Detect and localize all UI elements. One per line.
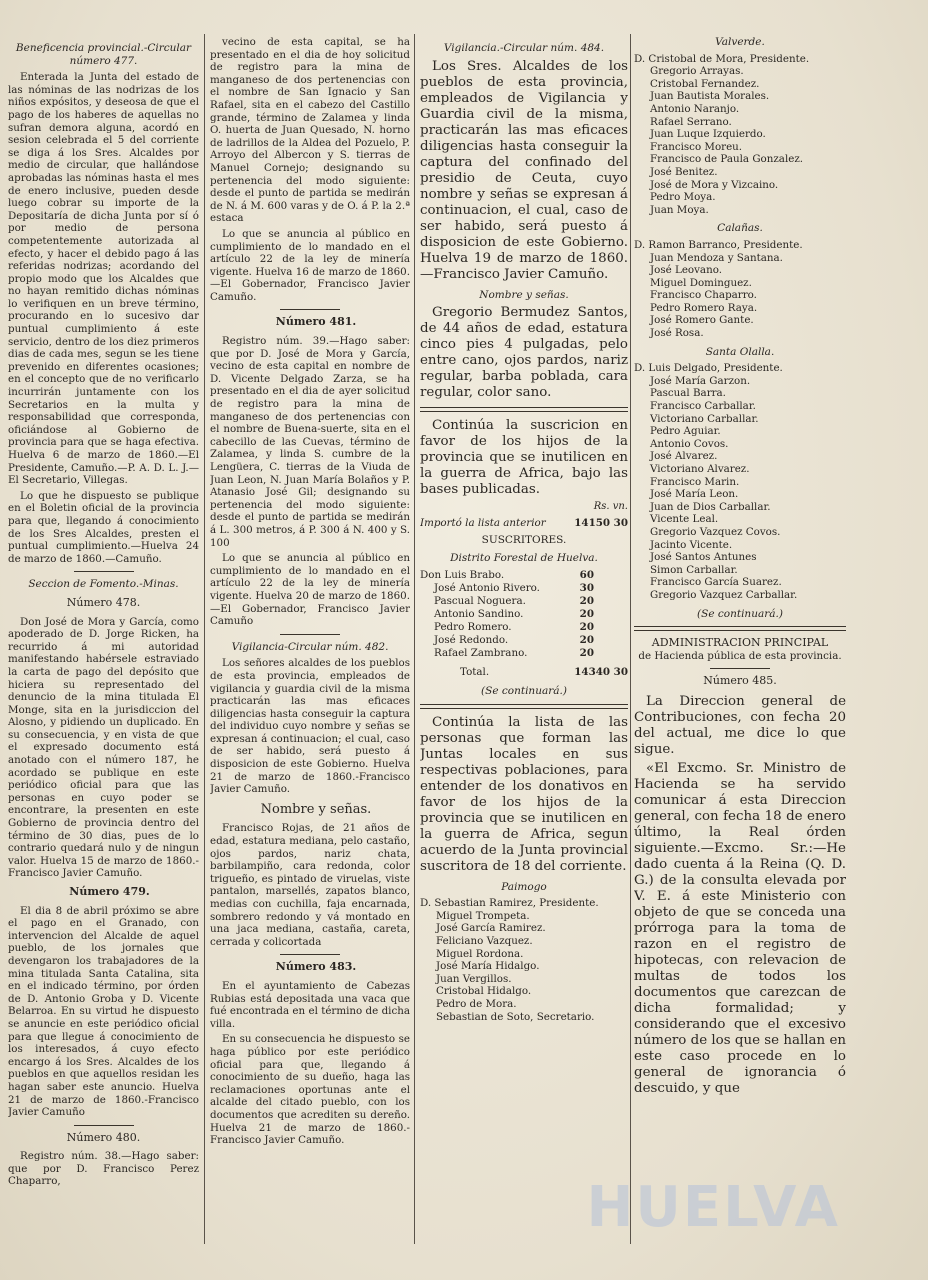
committee-member: Gregorio Vazquez Carballar. (650, 588, 798, 601)
committee-member: José María Leon. (650, 488, 739, 501)
section-heading: Vigilancia.-Circular núm. 484. (443, 42, 605, 54)
committee-member: D. Ramon Barranco, Presidente. (634, 238, 803, 251)
committee-member: Simon Carballar. (650, 563, 738, 576)
committee-member: José Romero Gante. (650, 314, 754, 327)
admin-subheading: de Hacienda pública de esta provincia. (638, 649, 842, 662)
committee-list (634, 53, 846, 217)
column-rule (204, 34, 205, 1244)
committee-member: Pedro Romero Raya. (650, 301, 758, 314)
donation-amount: 20 (579, 633, 594, 646)
section-heading: Beneficencia provincial.-Circular número 477. (15, 42, 192, 67)
committee-member: D. Cristobal de Mora, Presidente. (634, 52, 810, 65)
donation-row (420, 647, 628, 660)
committee-member: Jacinto Vicente. (650, 538, 733, 551)
committee-member: Gregorio Arrayas. (650, 65, 744, 78)
donation-amount: 20 (579, 607, 594, 620)
committee-member: Sebastian de Soto, Secretario. (436, 1010, 595, 1023)
donation-row (420, 634, 628, 647)
paragraph: La Direccion general de Contribuciones, con fecha 20 del actual, me dice lo que sigue. (634, 693, 846, 757)
column-1 (8, 36, 199, 1191)
district-heading: Distrito Forestal de Huelva. (450, 552, 598, 565)
paragraph: En su consecuencia he dispuesto se haga público por este periódico oficial para que, llegando á conocimiento de su dueño, haga las reclamaciones oportunas ante el alcalde del citado pueblo, con los documentos que acrediten su dereño. Huelva 21 de marzo de 1860.-Francisco Javier Camuño. (210, 1033, 410, 1147)
committee-list (634, 239, 846, 340)
committee-member: José Alvarez. (650, 450, 718, 463)
committee-member: Francisco de Paula Gonzalez. (650, 153, 804, 166)
continued-note: (Se continuará.) (697, 607, 783, 620)
committee-member: Juan Luque Izquierdo. (650, 128, 766, 141)
committee-member: D. Luis Delgado, Presidente. (634, 362, 783, 375)
notice-number: Número 483. (275, 960, 357, 974)
donation-row (420, 595, 628, 608)
currency-label: Rs. vn. (593, 501, 628, 513)
paragraph: Enterada la Junta del estado de las nóminas de las nodrizas de los niños expósitos, y deseosa de que el pago de los haberes de aquellas no sufran demora alguna, acordó en sesion celebrada el 5 del corriente se diga á los Sres. Alcaldes por medio de circular, que hallándose aprobadas las nóminas hasta el mes de enero inclusive, pueden desde luego cobrar su importe de la Depositaría de dicha Junta por sí ó por medio de persona competentemente autorizada al efecto, y hacer el debido pago á las referidas nodrizas; acordando del propio modo que los Alcaldes que no hayan remitido dichas nóminas lo verifiquen en un breve término, procurando en lo sucesivo dar puntual cumplimiento á este servicio, dentro de los diez primeros dias de cada mes, segun se les tiene prevenido en diferentes ocasiones; en el concepto que de no verificarlo incurrirán juntamente con los Secretarios en la multa y responsabilidad que corresponda, oficiándose al Gobierno de provincia para que se haga efectiva. Huelva 6 de marzo de 1860.—El Presidente, Camuño.—P. A. D. L. J.—El Secretario, Villegas. (8, 71, 199, 487)
column-rule (630, 34, 631, 1244)
committee-list (420, 897, 628, 1023)
committee-member: Antonio Naranjo. (650, 102, 740, 115)
separator (280, 309, 340, 310)
column-4 (634, 36, 846, 1100)
separator (710, 668, 770, 669)
committee-member: José Santos Antunes (650, 551, 757, 564)
continued-note: (Se continuará.) (481, 684, 567, 697)
notice-number: Número 480. (66, 1130, 141, 1144)
town-heading: Calañas. (717, 222, 763, 235)
paragraph: «El Excmo. Sr. Ministro de Hacienda se ha servido comunicar á esta Direccion general, con fecha 18 de enero último, la Real órden siguiente.—Excmo. Sr.:—He dado cuenta á la Reina (Q. D. G.) de la consulta elevada por V. E. á este Ministerio con objeto de que se conceda una prórroga para la toma de razon en el registro de hipotecas, con relevacion de multas de todos los documentos que carezcan de dicha formalidad; y considerando que el excesivo número de los que se hallan en este caso procede en lo general de ignorancia ó descuido, y que (634, 760, 846, 1096)
subheading: Nombre y señas. (260, 801, 372, 817)
donor-name: Pascual Noguera. (434, 594, 526, 607)
paragraph: En el ayuntamiento de Cabezas Rubias está depositada una vaca que fué encontrada en el término de dicha villa. (210, 979, 410, 1030)
donor-name: José Redondo. (434, 633, 509, 646)
total-label: Total. (460, 665, 490, 678)
committee-member: Pedro de Mora. (436, 997, 517, 1010)
town-heading: Santa Olalla. (705, 345, 775, 358)
committee-member: D. Sebastian Ramirez, Presidente. (420, 897, 599, 910)
notice-number: Número 485. (703, 674, 777, 688)
committee-list (634, 362, 846, 601)
separator (280, 954, 340, 955)
donation-amount: 30 (579, 581, 594, 594)
paragraph: Gregorio Bermudez Santos, de 44 años de edad, estatura cinco pies 4 pulgadas, pelo entre cano, ojos pardos, nariz regular, barba poblada, cara regular, color sano. (420, 305, 628, 401)
column-3 (420, 36, 628, 1027)
committee-member: Victoriano Carballar. (650, 412, 759, 425)
paragraph: Registro núm. 38.—Hago saber: que por D. Francisco Perez Chaparro, (8, 1150, 199, 1188)
committee-member: Miguel Dominguez. (650, 276, 752, 289)
previous-total-label: Importó la lista anterior (420, 516, 546, 529)
admin-heading: ADMINISTRACION PRINCIPAL (651, 636, 829, 650)
total-row (420, 666, 628, 679)
donor-name: Rafael Zambrano. (434, 646, 528, 659)
paragraph: Continúa la suscricion en favor de los hijos de la provincia que se inutilicen en la guerra de Africa, bajo las bases publicadas. (420, 418, 628, 498)
previous-total-row (420, 517, 628, 530)
paragraph: vecino de esta capital, se ha presentado en el dia de hoy solicitud de registro para la mina de manganeso de dos pertenencias con el nombre de San Ignacio y San Rafael, sita en el cabezo del Castillo grande, término de Zalamea y linda O. huerta de Juan Quesado, N. horno de ladrillos de la Aldea del Pozuelo, P. Arroyo del Albercon y S. tierras de Manuel Cornejo; designando su pertenencia del modo siguiente: desde el punto de partida se medirán de N. á M. 600 varas y de O. á P. la 2.ª estaca (210, 36, 410, 225)
committee-member: Francisco García Suarez. (650, 576, 782, 589)
committee-member: Juan de Dios Carballar. (650, 500, 771, 513)
donor-name: Don Luis Brabo. (420, 568, 505, 581)
committee-member: José Rosa. (650, 327, 704, 340)
column-2 (210, 36, 410, 1150)
double-rule (420, 407, 628, 412)
committee-member: José María Garzon. (650, 374, 751, 387)
town-heading: Paimogo (501, 880, 547, 893)
committee-member: Gregorio Vazquez Covos. (650, 525, 781, 538)
committee-member: Juan Bautista Morales. (650, 90, 770, 103)
donation-amount: 20 (579, 594, 594, 607)
section-heading: Seccion de Fomento.-Minas. (28, 578, 179, 591)
separator (74, 1125, 134, 1126)
subheading: Nombre y señas. (479, 288, 569, 301)
section-heading: Vigilancia-Circular núm. 482. (231, 640, 389, 653)
total-value: 14340 30 (574, 665, 628, 678)
donation-row (420, 582, 628, 595)
committee-member: Pascual Barra. (650, 387, 726, 400)
committee-member: José María Hidalgo. (436, 960, 540, 973)
donation-amount: 60 (579, 568, 594, 581)
donation-row (420, 621, 628, 634)
subscribers-heading: SUSCRITORES. (481, 533, 567, 546)
committee-member: Cristobal Fernandez. (650, 77, 760, 90)
committee-member: Francisco Carballar. (650, 400, 756, 413)
paragraph: El dia 8 de abril próximo se abre el pago en el Granado, con intervencion del Alcalde de aquel pueblo, de los jornales que devengaron los trabajadores de la mina titulada Santa Catalina, sita en el indicado término, por órden de D. Antonio Groba y D. Vicente Belarroa. En su virtud he dispuesto se anuncie en este periódico oficial para que llegue á conocimiento de los interesados, á cuyo efecto encargo á los Sres. Alcaldes de los pueblos en que aquellos residan les hagan saber este anuncio. Huelva 21 de marzo de 1860.-Francisco Javier Camuño (8, 904, 199, 1119)
double-rule (634, 626, 846, 631)
paragraph: Continúa la lista de las personas que forman las Juntas locales en sus respectivas poblaciones, para entender de los donativos en favor de los hijos de la provincia que se inutilicen en la guerra de Africa, segun acuerdo de la Junta provincial suscritora de 18 del corriente. (420, 714, 628, 874)
committee-member: José García Ramirez. (436, 922, 546, 935)
donation-list (420, 569, 628, 660)
notice-number: Número 478. (66, 595, 141, 609)
notice-number: Número 481. (275, 315, 357, 329)
donation-row (420, 608, 628, 621)
committee-member: Rafael Serrano. (650, 115, 732, 128)
paragraph: Lo que se anuncia al público en cumplimiento de lo mandado en el artículo 22 de la ley de minería vigente. Huelva 20 de marzo de 1860. —El Gobernador, Francisco Javier Camuño (210, 552, 410, 628)
committee-member: Francisco Chaparro. (650, 289, 757, 302)
committee-member: Cristobal Hidalgo. (436, 985, 532, 998)
committee-member: Miguel Rordona. (436, 947, 524, 960)
committee-member: José de Mora y Vizcaino. (650, 178, 779, 191)
donor-name: Antonio Sandino. (434, 607, 524, 620)
committee-member: Juan Vergillos. (436, 972, 512, 985)
double-rule (420, 704, 628, 709)
paragraph: Francisco Rojas, de 21 años de edad, estatura mediana, pelo castaño, ojos pardos, nariz chata, barbilampiño, cara redonda, color trigueño, es pintado de viruelas, viste pantalon, marsellés, zapatos blanco, medias con cuchilla, faja encarnada, sombrero redondo y vá montado en una jaca mediana, castaña, careta, cerrada y colicortada (210, 822, 410, 948)
committee-member: Vicente Leal. (650, 513, 719, 526)
committee-member: Juan Moya. (650, 203, 709, 216)
committee-member: Francisco Marin. (650, 475, 740, 488)
separator (280, 634, 340, 635)
paragraph: Los Sres. Alcaldes de los pueblos de esta provincia, empleados de Vigilancia y Guardia civil de la misma, practicarán las mas eficaces diligencias hasta conseguir la captura del confinado del presidio de Ceuta, cuyo nombre y señas se expresan á continuacion, el cual, caso de ser habido, será puesto á disposicion de este Gobierno. Huelva 19 de marzo de 1860. —Francisco Javier Camuño. (420, 58, 628, 282)
committee-member: Antonio Covos. (650, 437, 729, 450)
committee-member: Pedro Aguiar. (650, 425, 721, 438)
committee-member: Miguel Trompeta. (436, 909, 530, 922)
column-rule (414, 34, 415, 1244)
paragraph: Registro núm. 39.—Hago saber: que por D. José de Mora y García, vecino de esta capital en nombre de D. Vicente Delgado Zarza, se ha presentado en el dia de ayer solicitud de registro para la mina de manganeso de dos pertenencias con el nombre de Buena-suerte, sita en el cabecillo de las Cuevas, término de Zalamea, y linda S. cumbre de la Lengüera, C. tierras de la Viuda de Juan Leon, N. Juan María Bolaños y P. Atanasio José Gil; designando su pertenencia del modo siguiente: desde el punto de partida se medirán á L. 300 metros, á P. 300 á N. 400 y S. 100 (210, 335, 410, 549)
committee-member: José Benitez. (650, 165, 718, 178)
paragraph: Lo que se anuncia al público en cumplimiento de lo mandado en el artículo 22 de la ley de minería vigente. Huelva 16 de marzo de 1860. —El Gobernador, Francisco Javier Camuño. (210, 227, 410, 303)
committee-member: Victoriano Alvarez. (650, 463, 750, 475)
committee-member: Francisco Moreu. (650, 140, 743, 153)
donor-name: Pedro Romero. (434, 620, 512, 633)
town-heading: Valverde. (715, 36, 765, 48)
donation-amount: 20 (579, 646, 594, 659)
separator (74, 571, 134, 572)
notice-number: Número 479. (69, 885, 150, 898)
donor-name: José Antonio Rivero. (434, 581, 540, 594)
paragraph: Don José de Mora y García, como apoderado de D. Jorge Ricken, ha recurrido á mi autoridad manifestando habérsele estraviado la carta de pago del depósito que hiciera su representado del denuncio de la mina titulada El Monge, sita en la jurisdiccion del Alosno, y pidiendo un duplicado. En su consecuencia, y en vista de que el expresado documento está anotado con el número 187, he acordado se publique en este periódico oficial para que las personas en cuyo poder se encontrare, la presenten en este Gobierno de provincia dentro del término de 30 dias, pues de lo contrario quedará nulo y de ningun valor. Huelva 15 de marzo de 1860.-Francisco Javier Camuño. (8, 615, 199, 880)
committee-member: José Leovano. (650, 264, 722, 277)
donation-row (420, 569, 628, 582)
committee-member: Pedro Moya. (650, 191, 716, 204)
committee-member: Feliciano Vazquez. (436, 934, 533, 947)
paragraph: Los señores alcaldes de los pueblos de esta provincia, empleados de vigilancia y guardia civil de la misma practicarán las mas eficaces diligencias hasta conseguir la captura del individuo cuyo nombre y señas se expresan á continuacion; el cual, caso de ser habido, será puesto á disposicion de este Gobierno. Huelva 21 de marzo de 1860.-Francisco Javier Camuño. (210, 657, 410, 796)
donation-amount: 20 (579, 620, 594, 633)
committee-member: Juan Mendoza y Santana. (650, 251, 783, 264)
paragraph: Lo que he dispuesto se publique en el Boletin oficial de la provincia para que, llegando á conocimiento de los Sres Alcaldes, presten el puntual cumplimiento.—Huelva 24 de marzo de 1860.—Camuño. (8, 489, 199, 565)
previous-total-value: 14150 30 (574, 516, 628, 529)
library-watermark: HUELVA (586, 1175, 840, 1240)
